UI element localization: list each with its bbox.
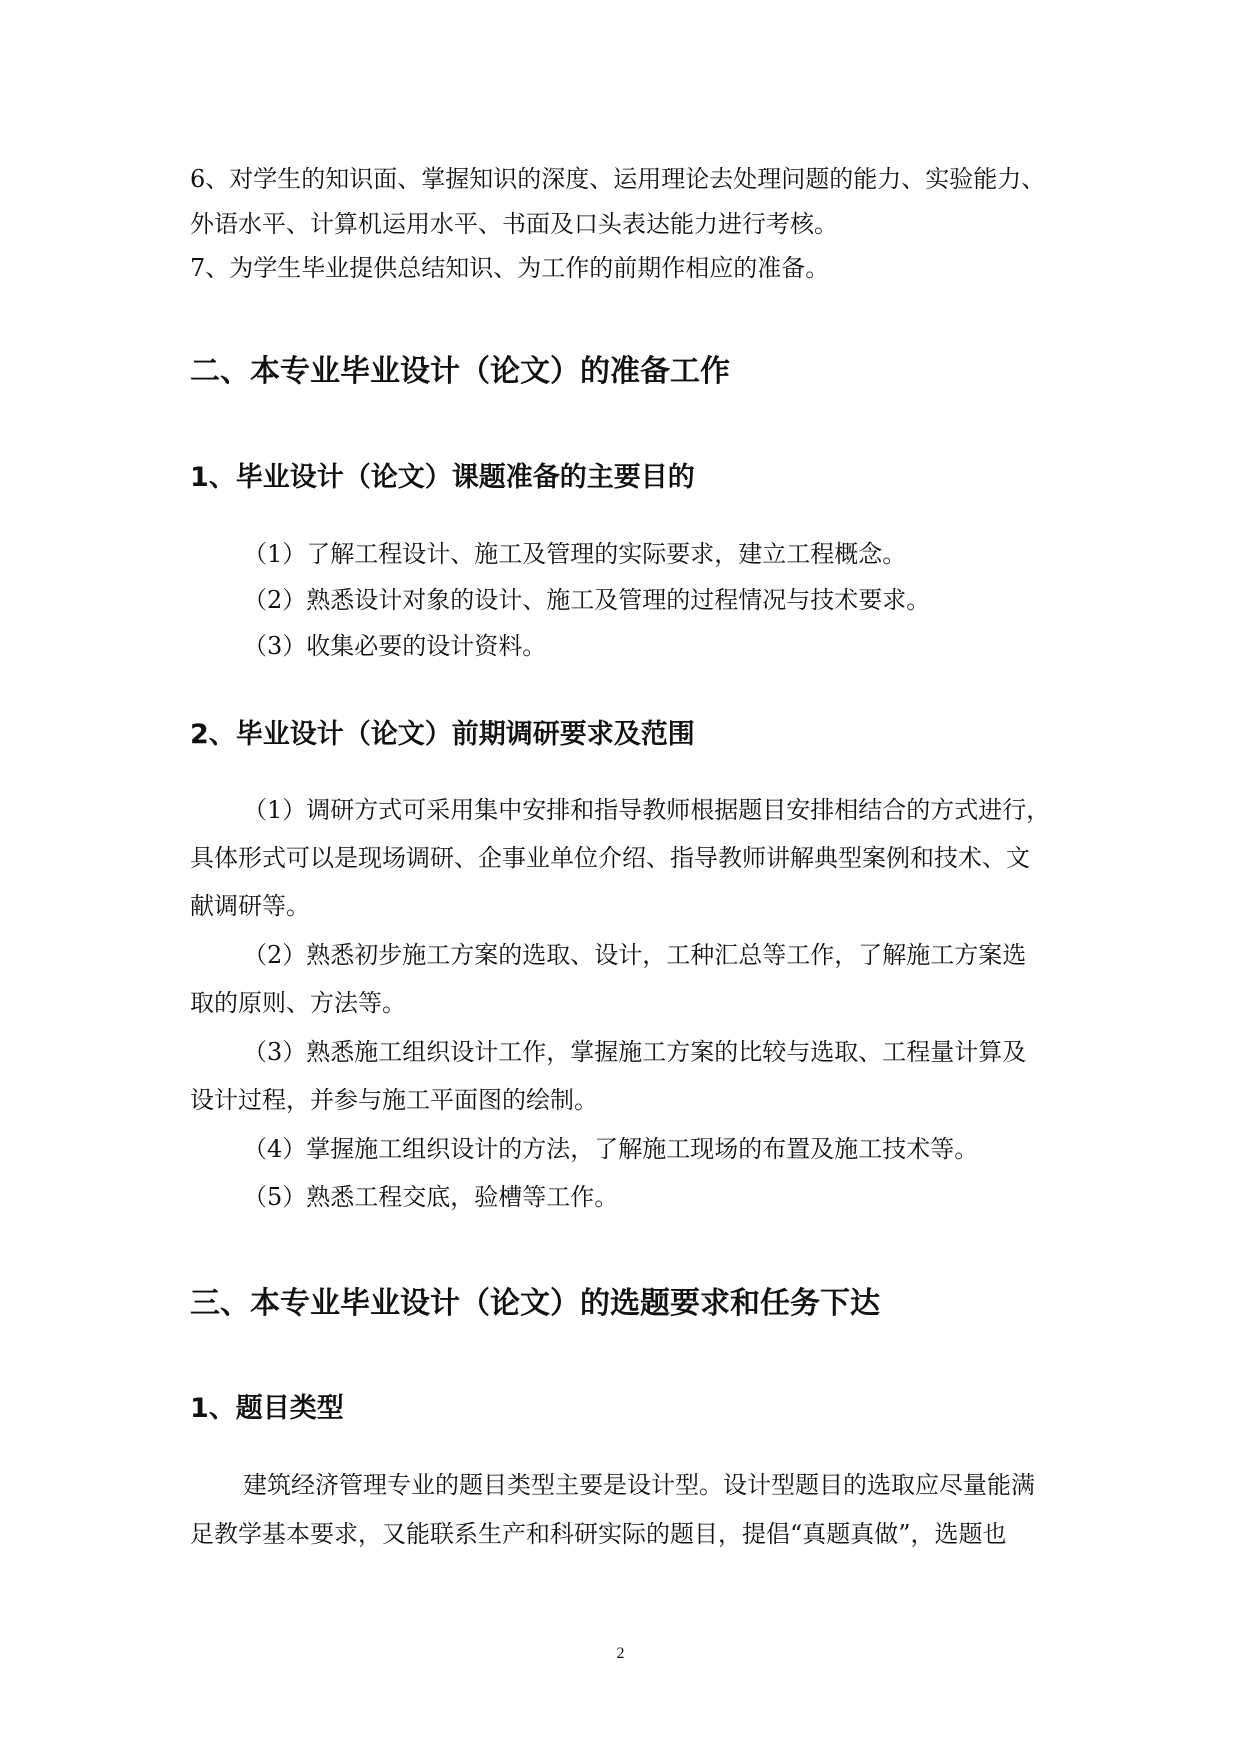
section-2-2-heading: 2、毕业设计（论文）前期调研要求及范围: [190, 719, 695, 750]
research-item-5: （5）熟悉工程交底，验槽等工作。: [243, 1183, 619, 1211]
section-3-heading: 三、本专业毕业设计（论文）的选题要求和任务下达: [190, 1286, 880, 1321]
item-6-line-2: 外语水平、计算机运用水平、书面及口头表达能力进行考核。: [190, 210, 838, 238]
topic-type-paragraph-line-1: 建筑经济管理专业的题目类型主要是设计型。设计型题目的选取应尽量能满: [243, 1471, 1035, 1499]
research-item-1-line-3: 献调研等。: [190, 892, 310, 920]
section-2-1-heading: 1、毕业设计（论文）课题准备的主要目的: [190, 462, 695, 493]
purpose-item-2: （2）熟悉设计对象的设计、施工及管理的过程情况与技术要求。: [243, 586, 931, 614]
topic-type-paragraph-line-2: 足教学基本要求，又能联系生产和科研实际的题目，提倡“真题真做”，选题也: [190, 1520, 1007, 1548]
research-item-2-line-2: 取的原则、方法等。: [190, 989, 406, 1017]
item-6-line-1: 6、对学生的知识面、掌握知识的深度、运用理论去处理问题的能力、实验能力、: [190, 165, 1046, 193]
research-item-1-line-2: 具体形式可以是现场调研、企事业单位介绍、指导教师讲解典型案例和技术、文: [190, 844, 1030, 872]
research-item-3-line-2: 设计过程，并参与施工平面图的绘制。: [190, 1086, 598, 1114]
page-number: 2: [616, 1645, 625, 1662]
purpose-item-1: （1）了解工程设计、施工及管理的实际要求，建立工程概念。: [243, 540, 907, 568]
research-item-1-line-1: （1）调研方式可采用集中安排和指导教师根据题目安排相结合的方式进行，: [243, 796, 1051, 824]
section-3-1-heading: 1、题目类型: [190, 1393, 344, 1424]
item-7: 7、为学生毕业提供总结知识、为工作的前期作相应的准备。: [190, 254, 830, 282]
section-2-heading: 二、本专业毕业设计（论文）的准备工作: [190, 354, 730, 389]
research-item-3-line-1: （3）熟悉施工组织设计工作，掌握施工方案的比较与选取、工程量计算及: [243, 1038, 1027, 1066]
research-item-2-line-1: （2）熟悉初步施工方案的选取、设计，工种汇总等工作，了解施工方案选: [243, 941, 1027, 969]
purpose-item-3: （3）收集必要的设计资料。: [243, 632, 547, 660]
research-item-4: （4）掌握施工组织设计的方法，了解施工现场的布置及施工技术等。: [243, 1135, 979, 1163]
